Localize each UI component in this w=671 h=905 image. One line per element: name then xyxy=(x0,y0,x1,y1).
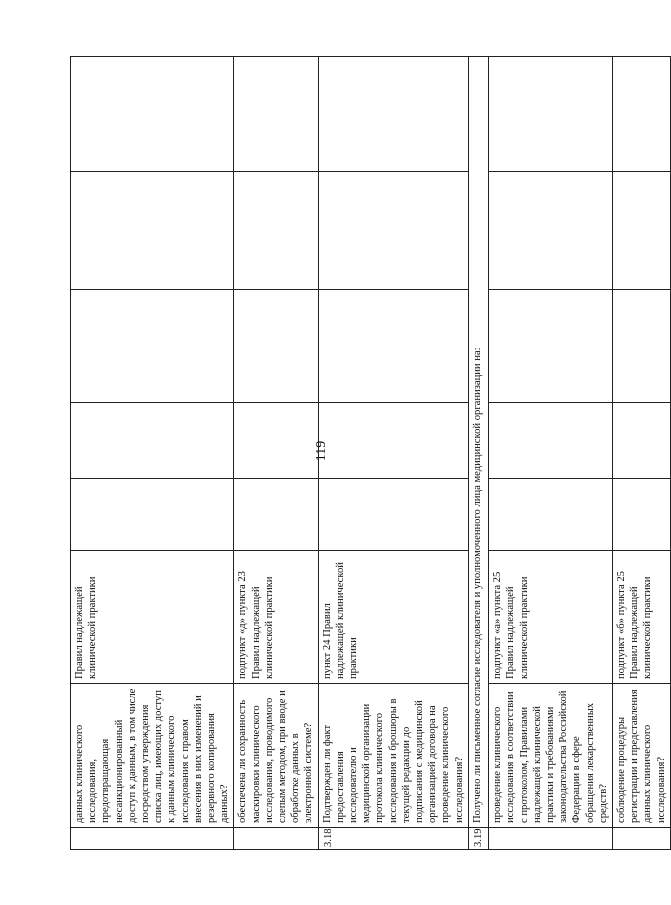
item-number-cell: 3.19 xyxy=(468,828,488,850)
question-cell: Подтвержден ли факт предоставления исследователю и медицинской организации протокола клинического исследования и брошюры в текущей редакции до подписания с медицинской организацией договора на проведение клинического исследования? xyxy=(318,684,468,828)
item-number-cell xyxy=(489,828,613,850)
empty-answer-cell xyxy=(318,172,468,290)
empty-answer-cell xyxy=(234,57,318,172)
item-number-cell xyxy=(71,828,234,850)
question-cell: проведение клинического исследования в соответствии с протоколом, Правилами надлежащей клинической практики и требованиями законодательства Российской Федерации в сфере обращения лекарственных средств? xyxy=(489,684,613,828)
table-row xyxy=(489,57,613,850)
empty-answer-cell xyxy=(318,479,468,551)
empty-answer-cell xyxy=(71,479,234,551)
empty-answer-cell xyxy=(489,403,613,479)
reference-cell: подпункт «а» пункта 25 Правил надлежащей клинической практики xyxy=(489,551,613,684)
table-row xyxy=(612,57,670,850)
empty-answer-cell xyxy=(318,290,468,403)
rotated-table-container xyxy=(70,57,667,850)
question-cell: данных клинического исследования, предотвращающая несанкционированный доступ к данным, в том числе посредством утверждения списка лиц, имеющих доступ к данным клинического исследования с правом внесения в них изменений и резервного копирования данных? xyxy=(71,684,234,828)
empty-answer-cell xyxy=(234,172,318,290)
table-row xyxy=(71,57,234,850)
empty-answer-cell xyxy=(71,172,234,290)
empty-answer-cell xyxy=(71,290,234,403)
empty-answer-cell xyxy=(234,290,318,403)
reference-cell: подпункт «д» пункта 23 Правил надлежащей клинической практики xyxy=(234,551,318,684)
item-number-cell xyxy=(234,828,318,850)
reference-cell: подпункт «б» пункта 25 Правил надлежащей клинической практики xyxy=(612,551,670,684)
item-number-cell xyxy=(612,828,670,850)
checklist-table xyxy=(70,56,671,850)
reference-cell: Правил надлежащей клинической практики xyxy=(71,551,234,684)
question-cell: обеспечена ли сохранность маскировки клинического исследования, проводимого слепым методом, при вводе и обработке данных в электронной системе? xyxy=(234,684,318,828)
empty-answer-cell xyxy=(612,172,670,290)
empty-answer-cell xyxy=(612,479,670,551)
section-header-cell: Получено ли письменное согласие исследователя и уполномоченного лица медицинской организации на: xyxy=(468,57,488,828)
question-cell: соблюдение процедуры регистрации и представления данных клинического исследования? xyxy=(612,684,670,828)
empty-answer-cell xyxy=(318,403,468,479)
empty-answer-cell xyxy=(318,57,468,172)
table-row xyxy=(318,57,468,850)
empty-answer-cell xyxy=(612,403,670,479)
table-body xyxy=(71,57,671,850)
table-row xyxy=(234,57,318,850)
empty-answer-cell xyxy=(71,403,234,479)
empty-answer-cell xyxy=(612,57,670,172)
empty-answer-cell xyxy=(612,290,670,403)
empty-answer-cell xyxy=(234,479,318,551)
empty-answer-cell xyxy=(489,290,613,403)
empty-answer-cell xyxy=(71,57,234,172)
page-number: 119 xyxy=(314,440,329,462)
empty-answer-cell xyxy=(234,403,318,479)
table-section-header-row xyxy=(468,57,488,850)
empty-answer-cell xyxy=(489,172,613,290)
empty-answer-cell xyxy=(489,479,613,551)
empty-answer-cell xyxy=(489,57,613,172)
reference-cell: пункт 24 Правил надлежащей клинической практики xyxy=(318,551,468,684)
item-number-cell: 3.18 xyxy=(318,828,468,850)
